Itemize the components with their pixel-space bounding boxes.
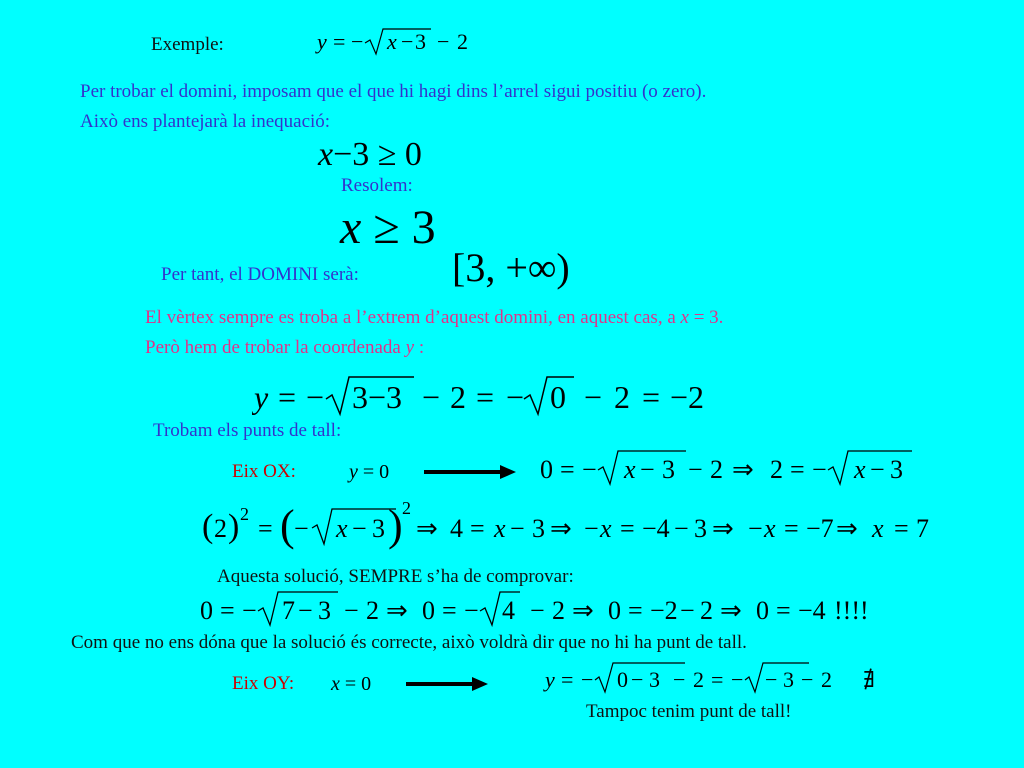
svg-text:⇒: ⇒ [550, 514, 572, 543]
svg-text:−: − [631, 667, 644, 692]
svg-text:2: 2 [450, 379, 466, 415]
svg-text:2: 2 [693, 667, 704, 692]
svg-text:0: 0 [608, 596, 621, 625]
svg-text:2: 2 [457, 29, 468, 54]
vertex-calculation [252, 374, 722, 418]
svg-text:7: 7 [282, 596, 295, 625]
eix-ox-equation [538, 448, 918, 488]
svg-text:0: 0 [756, 596, 769, 625]
svg-text:−: − [294, 514, 309, 543]
svg-text:3: 3 [318, 596, 331, 625]
svg-text:0: 0 [200, 596, 213, 625]
svg-text:=: = [628, 596, 643, 625]
svg-text:3: 3 [649, 667, 660, 692]
svg-text:3−3: 3−3 [352, 379, 403, 415]
svg-text:−: − [530, 596, 545, 625]
svg-text:−: − [688, 455, 703, 484]
svg-text:3: 3 [662, 455, 675, 484]
svg-text:0: 0 [617, 667, 628, 692]
svg-text:⇒: ⇒ [386, 596, 408, 625]
svg-text:−: − [584, 379, 603, 415]
svg-text:−2: −2 [670, 379, 705, 415]
svg-text:−7: −7 [806, 514, 834, 543]
svg-text:=: = [561, 667, 574, 692]
svg-text:(: ( [202, 508, 214, 545]
solution-inequality: x ≥ 3 [340, 201, 436, 254]
svg-text:2: 2 [214, 514, 227, 543]
svg-text:⇒: ⇒ [732, 455, 754, 484]
check-equation [198, 588, 908, 628]
svg-text:−: − [748, 514, 763, 543]
svg-text:−4: −4 [798, 596, 826, 625]
svg-text:7: 7 [916, 514, 929, 543]
svg-text:=: = [560, 455, 575, 484]
svg-text:⇒: ⇒ [416, 514, 438, 543]
svg-text:y: y [545, 667, 555, 692]
svg-text:−: − [731, 667, 744, 692]
svg-text:2: 2 [240, 504, 249, 524]
svg-text:−: − [242, 596, 257, 625]
svg-text:−: − [506, 379, 525, 415]
svg-text:2: 2 [710, 455, 723, 484]
svg-text:3: 3 [890, 455, 903, 484]
svg-text:−: − [351, 29, 364, 54]
exemple-label: Exemple: [151, 34, 224, 55]
svg-text:y: y [317, 29, 327, 54]
svg-text:⇒: ⇒ [720, 596, 742, 625]
svg-text:−4: −4 [642, 514, 670, 543]
svg-text:−: − [870, 455, 885, 484]
svg-text:x: x [336, 514, 348, 543]
arrow-oy-line [406, 682, 478, 686]
svg-text:=: = [220, 596, 235, 625]
svg-text:0: 0 [422, 596, 435, 625]
svg-text:−: − [640, 455, 655, 484]
svg-text:−: − [584, 514, 599, 543]
svg-text:=: = [470, 514, 485, 543]
conclusion-text: Com que no ens dóna que la solució és correcte, això voldrà dir que no hi ha punt de tall. [71, 632, 747, 653]
svg-text:=: = [278, 379, 297, 415]
svg-text:−: − [422, 379, 441, 415]
svg-text:−: − [352, 514, 367, 543]
svg-text:=: = [476, 379, 495, 415]
svg-text:3: 3 [415, 29, 426, 54]
svg-text:−: − [437, 29, 450, 54]
svg-text:x: x [764, 514, 776, 543]
svg-text:=: = [442, 596, 457, 625]
svg-text:): ) [388, 501, 403, 550]
svg-text:0: 0 [540, 455, 553, 484]
domain-explanation-line1: Per trobar el domini, imposam que el que hi hagi dins l’arrel sigui positiu (o zero). [80, 81, 707, 102]
svg-text:⇒: ⇒ [712, 514, 734, 543]
svg-text:x: x [854, 455, 866, 484]
domini-interval: [3, +∞) [452, 245, 570, 290]
eix-oy-condition: x = 0 [331, 673, 372, 695]
arrow-ox-head [500, 465, 516, 479]
svg-text:−: − [510, 514, 525, 543]
svg-text:−: − [582, 455, 597, 484]
svg-text:−: − [401, 29, 414, 54]
svg-text:x: x [387, 29, 397, 54]
comprovar-label: Aquesta solució, SEMPRE s’ha de comprovar: [217, 566, 574, 587]
svg-text:2: 2 [366, 596, 379, 625]
svg-text:=: = [642, 379, 661, 415]
svg-text:−: − [765, 667, 778, 692]
svg-text:=: = [620, 514, 635, 543]
svg-text:=: = [790, 455, 805, 484]
svg-text:): ) [228, 508, 240, 545]
tall-label: Trobam els punts de tall: [153, 420, 342, 441]
svg-text:2: 2 [614, 379, 630, 415]
svg-text:0: 0 [550, 379, 566, 415]
svg-text:−: − [306, 379, 325, 415]
svg-text:3: 3 [532, 514, 545, 543]
svg-text:−: − [298, 596, 313, 625]
svg-text:2: 2 [552, 596, 565, 625]
svg-text:−: − [801, 667, 814, 692]
svg-text:−: − [680, 596, 695, 625]
svg-text:3: 3 [694, 514, 707, 543]
squared-equation [200, 492, 970, 552]
svg-text:y: y [254, 379, 269, 415]
eix-ox-label: Eix OX: [232, 461, 296, 482]
domain-explanation-line2: Això ens plantejarà la inequació: [80, 111, 331, 132]
svg-text:−: − [581, 667, 594, 692]
eix-oy-label: Eix OY: [232, 673, 295, 694]
function-equation [315, 26, 495, 58]
svg-text:2: 2 [770, 455, 783, 484]
svg-text:2: 2 [402, 498, 411, 518]
arrow-ox-line [424, 470, 504, 474]
eix-ox-condition: y = 0 [349, 461, 390, 483]
svg-text:3: 3 [372, 514, 385, 543]
svg-text:=: = [894, 514, 909, 543]
svg-text:3: 3 [783, 667, 794, 692]
inequality: x−3 ≥ 0 [318, 136, 422, 173]
not-exists-symbol: ∄ [863, 668, 875, 693]
svg-text:!!!!: !!!! [834, 596, 869, 625]
svg-text:2: 2 [821, 667, 832, 692]
svg-text:2: 2 [700, 596, 713, 625]
vertex-text-line1: El vèrtex sempre es troba a l’extrem d’aquest domini, en aquest cas, a x = 3. [145, 307, 724, 328]
svg-text:⇒: ⇒ [572, 596, 594, 625]
svg-text:⇒: ⇒ [836, 514, 858, 543]
domini-label: Per tant, el DOMINI serà: [161, 264, 359, 285]
svg-text:4: 4 [450, 514, 463, 543]
svg-text:=: = [784, 514, 799, 543]
svg-text:−2: −2 [650, 596, 678, 625]
eix-oy-equation [543, 660, 893, 696]
arrow-oy-head [472, 677, 488, 691]
svg-text:(: ( [280, 501, 295, 550]
svg-text:x: x [872, 514, 884, 543]
svg-text:−: − [812, 455, 827, 484]
svg-text:=: = [333, 29, 346, 54]
svg-text:−: − [464, 596, 479, 625]
svg-text:−: − [673, 667, 686, 692]
svg-text:x: x [600, 514, 612, 543]
svg-text:−: − [344, 596, 359, 625]
vertex-text-line2: Però hem de trobar la coordenada y : [145, 337, 425, 358]
svg-text:=: = [711, 667, 724, 692]
svg-text:−: − [674, 514, 689, 543]
svg-text:4: 4 [502, 596, 515, 625]
resolem-label: Resolem: [341, 175, 413, 196]
svg-text:x: x [624, 455, 636, 484]
svg-text:=: = [258, 514, 273, 543]
svg-text:=: = [776, 596, 791, 625]
svg-text:x: x [494, 514, 506, 543]
tampoc-text: Tampoc tenim punt de tall! [586, 701, 792, 722]
